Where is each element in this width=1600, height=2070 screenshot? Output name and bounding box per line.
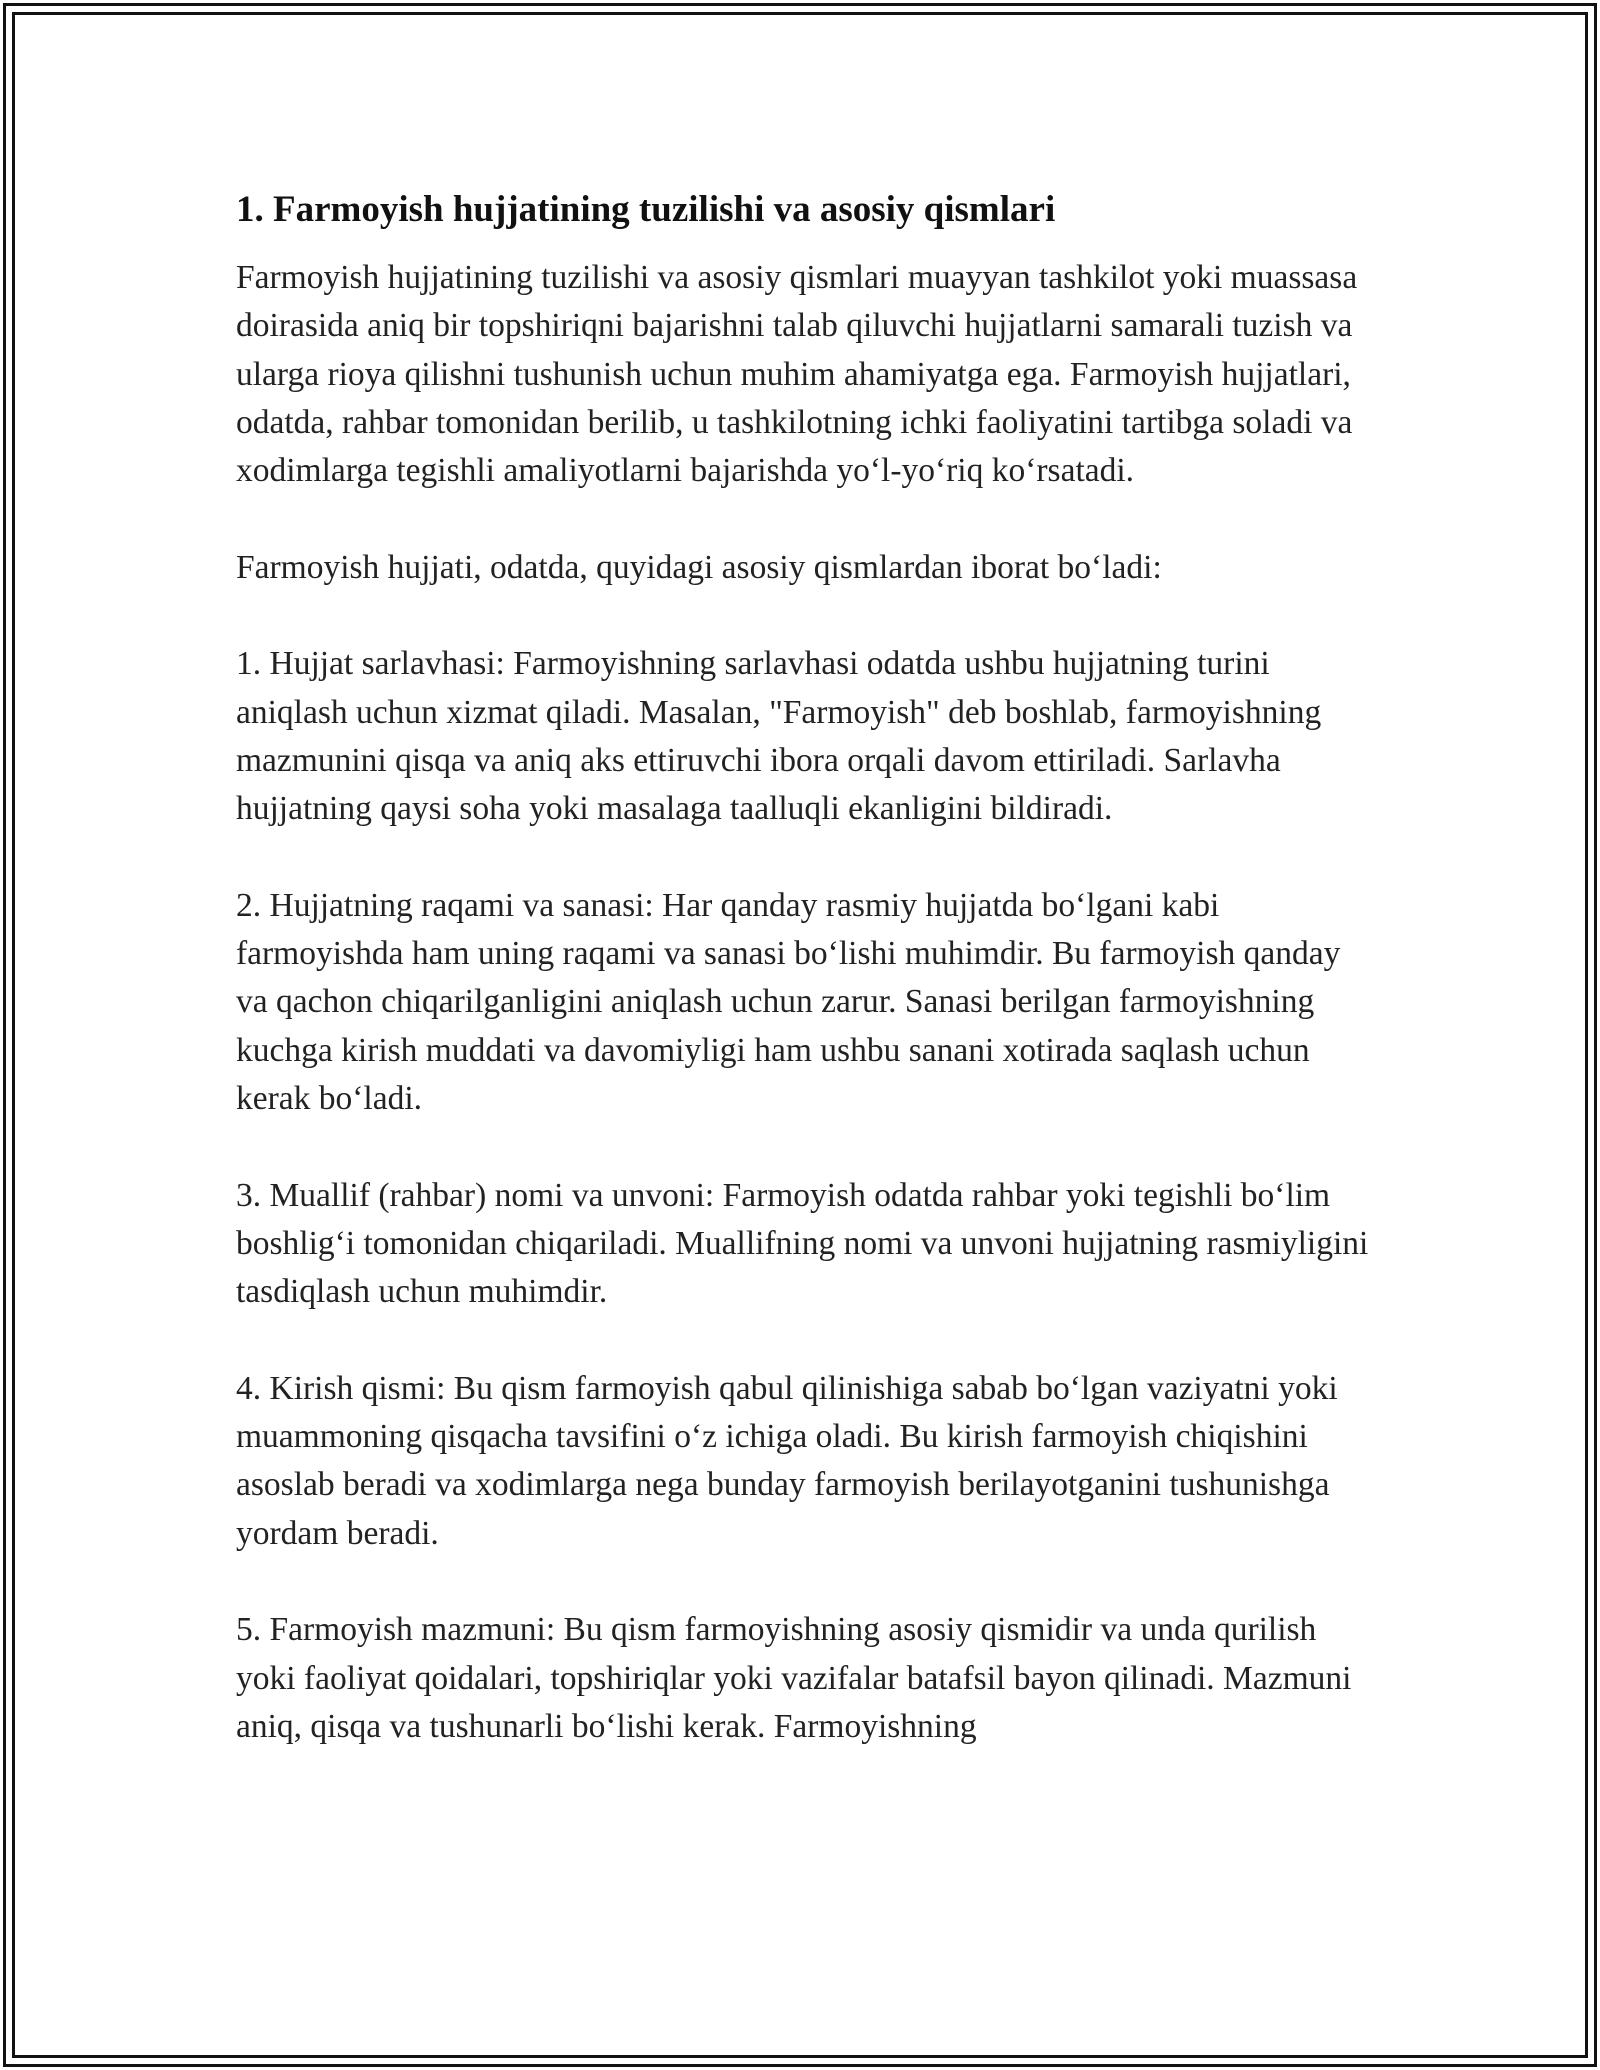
intro-paragraph: Farmoyish hujjatining tuzilishi va asosiy qismlari muayyan tashkilot yoki muassasa doirasida aniq bir topshiriqni bajarishni talab qiluvchi hujjatlarni samarali tuzish va ularga rioya qilishni tushunish uchun muhim ahamiyatga ega. Farmoyish hujjatlari, odatda, rahbar tomonidan berilib, u tashkilotning ichki faoliyatini tartibga soladi va xodimlarga tegishli amaliyotlarni bajarishda yo‘l-yo‘riq ko‘rsatadi. xyxy=(236,259,1358,490)
document-body xyxy=(236,186,1376,1800)
section-heading: 1. Farmoyish hujjatining tuzilishi va asosiy qismlari xyxy=(236,189,1056,230)
list-item-number-date: 2. Hujjatning raqami va sanasi: Har qanday rasmiy hujjatda bo‘lgani kabi farmoyishda ham uning raqami va sanasi bo‘lishi muhimdir. Bu farmoyish qanday va qachon chiqarilganligini aniqlash uchun zarur. Sanasi berilgan farmoyishning kuchga kirish muddati va davomiyligi ham ushbu sanani xotirada saqlash uchun kerak bo‘ladi. xyxy=(236,886,1341,1118)
list-item-introduction: 4. Kirish qismi: Bu qism farmoyish qabul qilinishiga sabab bo‘lgan vaziyatni yoki muammoning qisqacha tavsifini o‘z ichiga oladi. Bu kirish farmoyish chiqishini asoslab beradi va xodimlarga nega bunday farmoyish berilayotganini tushunishga yordam beradi. xyxy=(236,1369,1338,1552)
list-item-content: 5. Farmoyish mazmuni: Bu qism farmoyishning asosiy qismidir va unda qurilish yoki faoliyat qoidalari, topshiriqlar yoki vazifalar batafsil bayon qilinadi. Mazmuni aniq, qisqa va tushunarli bo‘lishi kerak. Farmoyishning xyxy=(236,1611,1352,1745)
parts-lead-paragraph: Farmoyish hujjati, odatda, quyidagi asosiy qismlardan iborat bo‘ladi: xyxy=(236,548,1162,586)
list-item-title: 1. Hujjat sarlavhasi: Farmoyishning sarlavhasi odatda ushbu hujjatning turini aniqlash uchun xizmat qiladi. Masalan, "Farmoyish" deb boshlab, farmoyishning mazmunini qisqa va aniq aks ettiruvchi ibora orqali davom ettiriladi. Sarlavha hujjatning qaysi soha yoki masalaga taalluqli ekanligini bildiradi. xyxy=(236,645,1322,828)
list-item-author: 3. Muallif (rahbar) nomi va unvoni: Farmoyish odatda rahbar yoki tegishli bo‘lim boshlig‘i tomonidan chiqariladi. Muallifning nomi va unvoni hujjatning rasmiyligini tasdiqlash uchun muhimdir. xyxy=(236,1176,1369,1311)
